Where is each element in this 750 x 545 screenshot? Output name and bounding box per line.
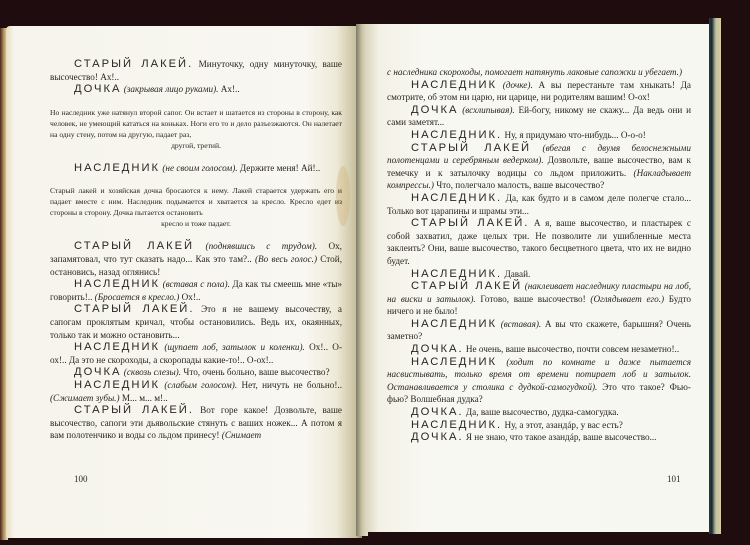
dialogue-line — [387, 431, 691, 444]
stage-direction: (поднявшись с трудом). — [194, 241, 318, 252]
speech-text: Дозвольте, ваше высочество, вам к темечку и к затылочку водицы со льдом приложить. — [387, 155, 692, 178]
speech-text: Что, полегчало малость, ваше высочество? — [433, 180, 605, 191]
left-page — [6, 26, 362, 538]
speaker-name: НАСЛЕДНИК — [411, 317, 498, 330]
speaker-name: СТАРЫЙ ЛАКЕЙ — [74, 240, 195, 253]
stage-direction: (сквозь слезы). — [121, 367, 182, 378]
speech-text: Ох!.. — [179, 291, 201, 302]
dialogue-line — [50, 366, 342, 379]
speech-text: Минуточку, одну минуточку, ваше высочество! Ах!.. — [50, 59, 342, 82]
speaker-name: НАСЛЕДНИК — [74, 378, 161, 391]
stage-direction: (закрывая лицо руками). — [121, 84, 219, 95]
stage-direction: (ходит по комнате и даже пытается насвистывать, только время от времени потирает лоб и затылок. Останавливается у столика с дудкой-самогудкой). — [387, 356, 691, 392]
speech-text: Ах!.. — [218, 84, 240, 95]
dialogue-line — [387, 129, 691, 142]
dialogue-line — [387, 280, 691, 318]
speaker-name: СТАРЫЙ ЛАКЕЙ. — [74, 58, 194, 70]
speech-text: Ну, я придумаю что-нибудь... О-о-о! — [502, 129, 646, 140]
speech-text: Да как ты смеешь мне «ты» говорить!.. — [50, 279, 342, 302]
stage-direction: (Бросается в кресло.) — [92, 291, 180, 302]
dialogue-line — [387, 66, 691, 79]
stage-note-end: другой, третий. — [171, 140, 221, 150]
dialogue-line — [387, 79, 691, 104]
dialogue-line — [387, 318, 691, 343]
speech-text: Ох!.. О-ох!.. Да это не скороходы, а скоропады какие-то!.. О-ох!.. — [50, 342, 342, 365]
speaker-name: СТАРЫЙ ЛАКЕЙ — [411, 280, 523, 293]
speaker-name: НАСЛЕДНИК — [74, 161, 161, 174]
stage-direction: с наследника скороходы, помогает натянуть лаковые сапожки и убегает.) — [387, 67, 683, 77]
speech-text: Ей-богу, никому не скажу... Да ведь они и сами заметят... — [387, 104, 691, 128]
stage-direction: (Снимает — [219, 430, 262, 441]
speech-text: М... м... м!.. — [119, 392, 168, 403]
dialogue-line — [50, 379, 342, 404]
speech-text: Это я не вашему высочеству, а сапогам проклятым кричал, чтобы остановились. Ведь их, окаянных, только так и можно остановить... — [50, 304, 342, 340]
right-page — [365, 24, 709, 532]
speech-text: А вы перестаньте там хныкать! Да смотрите, об этом ни царю, ни царице, ни родителям вашим! О-ох! — [387, 79, 691, 103]
stage-direction: (всхлипывая). — [458, 104, 515, 115]
stage-direction: (вбегая с двумя белоснежными полотенцами и серебряным ведерком). — [387, 142, 691, 166]
speaker-name: НАСЛЕДНИК — [74, 278, 161, 291]
stage-direction: (вставая с пола). — [160, 279, 230, 290]
stage-direction: (щупает лоб, затылок и коленки). — [160, 342, 305, 353]
stage-direction: (дочке). — [497, 79, 533, 90]
stage-direction: (Накладывает компрессы.) — [387, 167, 691, 191]
speech-text: Да, как будто и в самом деле полегче стало... Только вот царапины и шрамы эти... — [387, 192, 691, 216]
speaker-name: НАСЛЕДНИК — [411, 355, 498, 368]
dialogue-line — [387, 104, 691, 129]
stage-note-text: Но наследник уже натянул второй сапог. Он встает и шатается из стороны в сторону, как человек, не умеющий кататься на коньках. Ноги его то и дело разъезжаются. Он налетает на одну стену, потом на другую, падает раз, — [50, 107, 342, 139]
page-number: 100 — [74, 474, 88, 484]
dialogue-line — [387, 356, 691, 406]
dialogue-line — [50, 303, 342, 341]
speaker-name: ДОЧКА — [74, 83, 122, 96]
dialogue-line — [50, 278, 342, 303]
stage-direction: (вставая). — [497, 318, 542, 329]
speech-text: Готово, ваше высочество! — [475, 293, 586, 304]
speaker-name: ДОЧКА. — [411, 431, 464, 444]
speech-text: Не очень, ваше высочество, почти совсем незаметно!.. — [463, 344, 680, 355]
dialogue-line — [387, 217, 691, 267]
speech-text: Ох, запамятовал, что тут сказать надо... Как это там?.. — [50, 241, 342, 264]
dialogue-line — [387, 142, 691, 192]
left-page-text — [50, 58, 342, 442]
page-number: 101 — [667, 474, 681, 484]
speaker-name: ДОЧКА — [74, 366, 122, 379]
stage-note — [50, 185, 342, 229]
right-page-text — [387, 66, 691, 444]
dialogue-line — [387, 406, 691, 419]
speech-text: Я не знаю, что такое азандáр, ваше высочество... — [463, 432, 657, 443]
speaker-name: НАСЛЕДНИК. — [411, 418, 503, 431]
speaker-name: НАСЛЕДНИК. — [411, 191, 503, 204]
speaker-name: НАСЛЕДНИК. — [411, 267, 503, 280]
speech-text: Держите меня! Ай!.. — [237, 162, 321, 173]
speaker-name: СТАРЫЙ ЛАКЕЙ. — [74, 303, 195, 316]
stage-note-end: кресло и тоже падает. — [161, 219, 231, 229]
dialogue-line — [50, 83, 342, 96]
dialogue-line — [50, 341, 342, 366]
speaker-name: СТАРЫЙ ЛАКЕЙ — [411, 141, 532, 154]
speaker-name: НАСЛЕДНИК — [74, 341, 161, 354]
speech-text: Это что такое? Фью-фью? Волшебная дудка? — [387, 381, 691, 405]
right-book-edge — [709, 18, 721, 534]
stage-direction: (наклеивает наследнику пластыри на лоб, на виски и затылок). — [387, 281, 691, 304]
stage-note — [50, 107, 342, 151]
speech-text: Давай. — [502, 268, 531, 279]
dialogue-line — [387, 192, 691, 217]
dialogue-line — [387, 268, 691, 281]
speaker-name: НАСЛЕДНИК. — [411, 128, 503, 141]
stage-note-text: Старый лакей и хозяйская дочка бросаются к нему. Лакей старается удержать его и падает вместе с ним. Наследник подымается и хватается за кресло. Кресло едет из стороны в сторону. Дочка пытается остановить — [50, 186, 342, 218]
speaker-name: ДОЧКА — [411, 103, 459, 116]
dialogue-line — [387, 419, 691, 432]
dialogue-line — [50, 58, 342, 83]
speaker-name: ДОЧКА. — [411, 343, 464, 356]
speech-text: Вот горе какое! Дозвольте, ваше высочество, сапоги эти дьявольские стянуть с ваших ножек... А потом я вам полотенчико и воды со льдом принесу! — [50, 405, 342, 441]
dialogue-line — [50, 240, 342, 278]
speech-text: Да, ваше высочество, дудка-самогудка. — [463, 407, 619, 418]
stage-direction: (слабым голосом). — [160, 379, 238, 390]
stage-direction: (не своим голосом). — [160, 162, 238, 173]
speech-text: Будто ничего и не было! — [387, 293, 691, 317]
dialogue-line — [387, 343, 691, 356]
speech-text: Нет, ничуть не больно!.. — [237, 379, 342, 390]
speech-text: А я, ваше высочество, и пластырек с собой захватил, даже целых три. Не позволите ли ушибленные места заклеить? Они, ваше высочество, такого бесцветного цвета, что их не видно будет. — [387, 218, 691, 266]
speech-text: Что, очень больно, ваше высочество? — [181, 367, 330, 378]
dialogue-line — [50, 404, 342, 442]
speech-text: А вы что скажете, барышня? Очень заметно? — [387, 318, 691, 342]
dialogue-line — [50, 162, 342, 175]
speaker-name: СТАРЫЙ ЛАКЕЙ. — [74, 404, 194, 417]
stage-direction: (Оглядывает его.) — [585, 293, 665, 304]
speaker-name: НАСЛЕДНИК — [411, 78, 498, 91]
stage-direction: (Сжимает зубы.) — [50, 392, 120, 403]
speaker-name: СТАРЫЙ ЛАКЕЙ. — [411, 217, 530, 230]
speech-text: Ну, а этот, азандáр, у вас есть? — [502, 419, 623, 430]
speech-text: Стой, остановись, назад оглянись! — [50, 253, 342, 277]
stage-direction: (Во весь голос.) — [251, 253, 318, 264]
speaker-name: ДОЧКА. — [411, 406, 464, 419]
